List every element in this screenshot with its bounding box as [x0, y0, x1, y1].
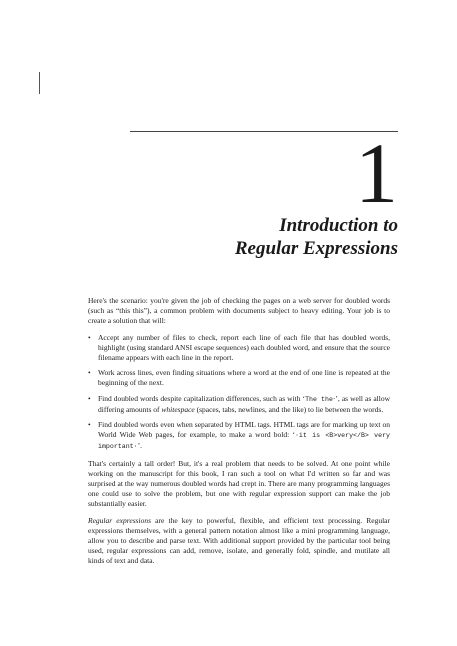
requirements-list: [88, 333, 390, 453]
chapter-title-line-2: Regular Expressions: [234, 238, 398, 259]
list-item-text-end: (spaces, tabs, newlines, and the like) to lie between the words.: [194, 404, 384, 414]
intro-paragraph: Here's the scenario: you're given the job of checking the pages on a web server for doubled words (such as “this this”), a common problem with documents subject to heavy editing. Your job is to create a solution that will:: [88, 296, 390, 326]
chapter-number: 1: [355, 125, 398, 221]
bullet-icon: •: [88, 393, 91, 403]
paragraph-tall-order: That's certainly a tall order! But, it's a real problem that needs to be solved. At one point while working on the manuscript for this book, I ran such a tool on what I'd written so far and was surprised at the way numerous doubled words had crept in. There are many programming languages one could use to solve the problem, but one with regular expression support can make the job substantially easier.: [88, 458, 390, 509]
code-sample: ·it is <B>very</B> very important·: [98, 432, 391, 451]
margin-change-bar: [39, 72, 40, 94]
list-item-text-start: Find doubled words even when separated by HTML tags. HTML tags are for marking up text on World Wide Web pages, for example, to make a word bold: ‘: [98, 420, 390, 440]
chapter-title: [130, 214, 398, 260]
list-item: [88, 420, 390, 453]
emphasis-term: whitespace: [161, 404, 195, 414]
list-item-text-end: ’.: [137, 441, 142, 451]
paragraph-regular-expressions: [88, 516, 390, 567]
list-item-text-start: Find doubled words despite capitalization differences, such as with ‘: [98, 393, 306, 403]
body-text: [88, 296, 390, 573]
list-item-text: Accept any number of files to check, report each line of each file that has doubled words, highlight (using standard ANSI escape sequences) each doubled word, and ensure that the source filename appears with each line in the report.: [98, 332, 390, 363]
bullet-icon: •: [88, 368, 91, 378]
bullet-icon: •: [88, 332, 91, 342]
list-item-text-middle: ·’, as well as allow differing amounts of: [98, 393, 390, 414]
list-item: [88, 394, 390, 415]
emphasis-term: Regular expressions: [88, 515, 152, 525]
list-item: [88, 333, 390, 364]
list-item-text: Work across lines, even finding situations where a word at the end of one line is repeated at the beginning of the next.: [98, 368, 390, 388]
bullet-icon: •: [88, 420, 91, 430]
paragraph-text: are the key to powerful, flexible, and efficient text processing. Regular expressions themselves, with a general pattern notation almost like a mini programming language, allow you to describe and parse text. With additional support provided by the particular tool being used, regular expressions can add, remove, isolate, and generally fold, spindle, and mutilate all kinds of text and data.: [88, 515, 390, 566]
chapter-title-line-1: Introduction to: [279, 215, 398, 236]
code-sample: The the: [305, 395, 333, 403]
list-item: [88, 368, 390, 388]
